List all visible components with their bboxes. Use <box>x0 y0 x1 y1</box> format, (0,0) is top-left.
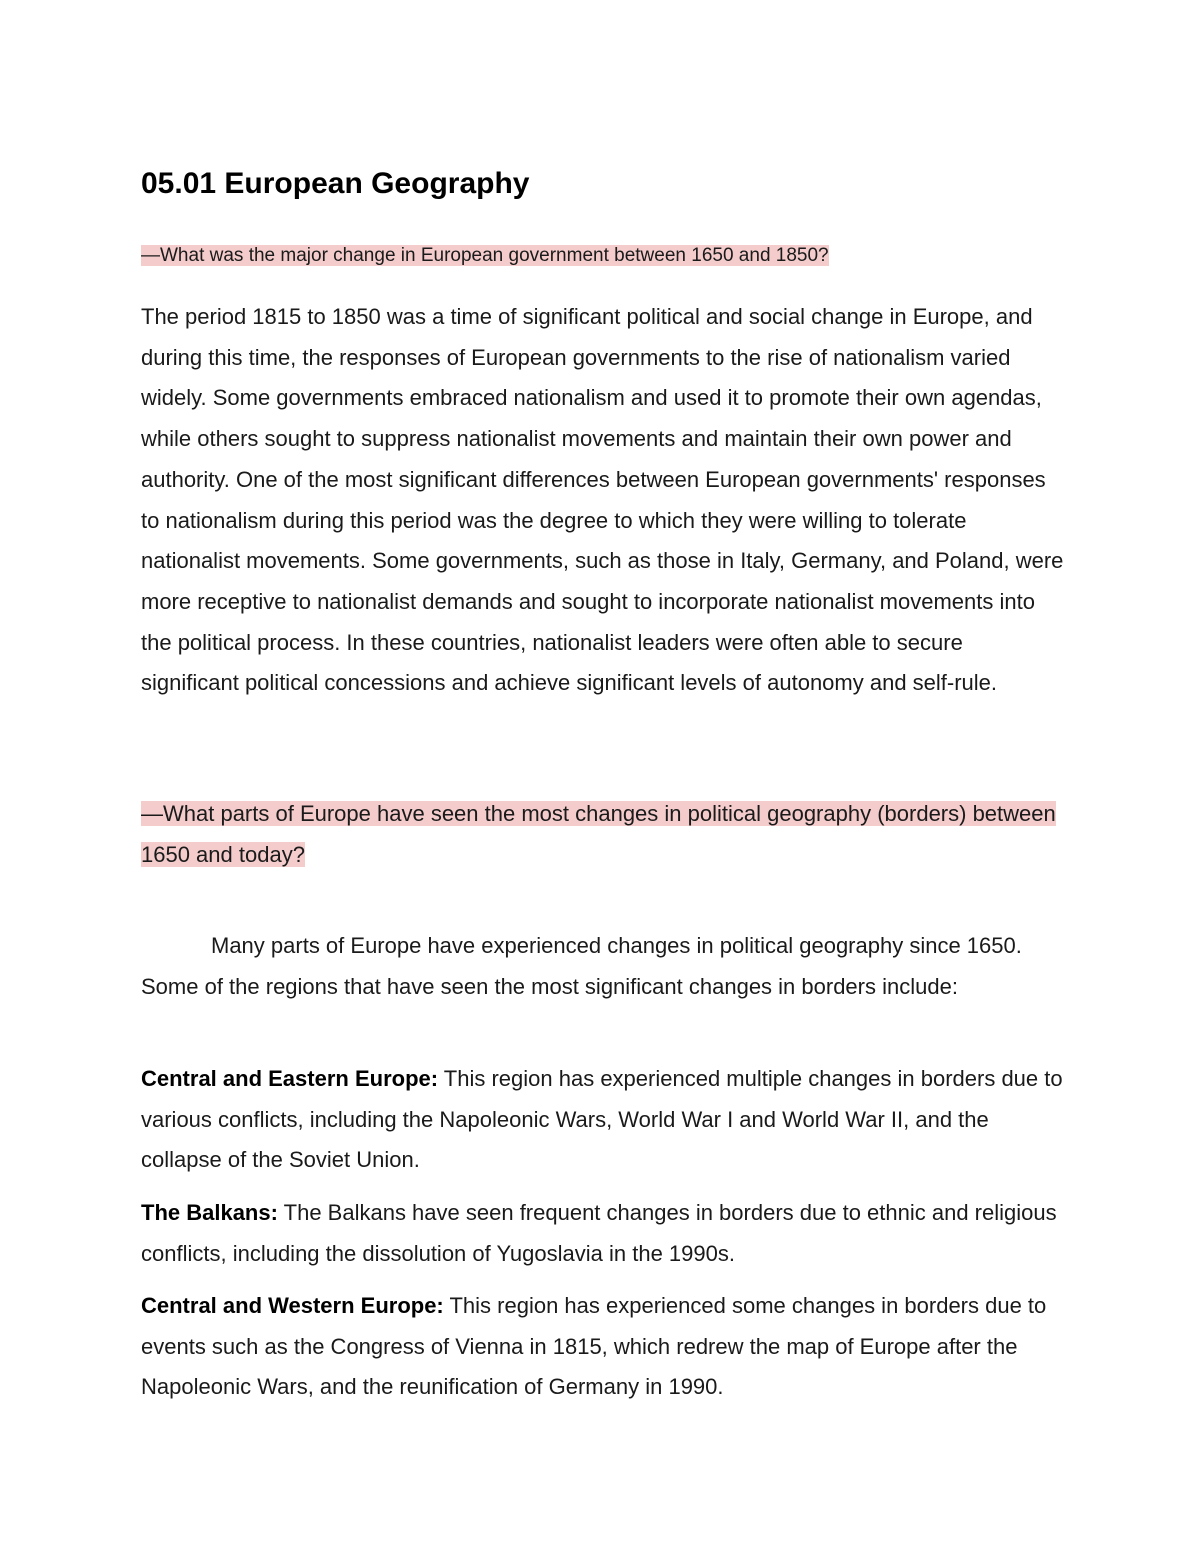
region-name: Central and Eastern Europe: <box>141 1066 439 1091</box>
question-2-highlight: —What parts of Europe have seen the most changes in political geography (borders) between 1650 and today? <box>141 801 1056 867</box>
question-1 <box>141 240 1061 272</box>
answer-1-paragraph: The period 1815 to 1850 was a time of significant political and social change in Europe, and during this time, the responses of European governments to the rise of nationalism varied widely. Some governments embraced nationalism and used it to promote their own agendas, while others sought to suppress nationalist movements and maintain their own power and authority. One of the most significant differences between European governments' responses to nationalism during this period was the degree to which they were willing to tolerate nationalist movements. Some governments, such as those in Italy, Germany, and Poland, were more receptive to nationalist demands and sought to incorporate nationalist movements into the political process. In these countries, nationalist leaders were often able to secure significant political concessions and achieve significant levels of autonomy and self-rule. <box>141 304 1064 696</box>
answer-2-intro-paragraph: Many parts of Europe have experienced changes in political geography since 1650. Some of the regions that have seen the most significant changes in borders include: <box>141 933 1022 999</box>
region-description: This region has experienced some changes in borders due to events such as the Congress of Vienna in 1815, which redrew the map of Europe after the Napoleonic Wars, and the reunification of Germany in 1990. <box>141 1293 1047 1400</box>
region-name: The Balkans: <box>141 1200 278 1225</box>
region-description: The Balkans have seen frequent changes in borders due to ethnic and religious conflicts, including the dissolution of Yugoslavia in the 1990s. <box>141 1200 1057 1266</box>
question-2 <box>141 793 1061 875</box>
region-paragraph <box>141 1193 1066 1274</box>
question-1-highlight: —What was the major change in European government between 1650 and 1850? <box>141 245 829 266</box>
page-title: 05.01 European Geography <box>141 167 530 200</box>
region-description: This region has experienced multiple changes in borders due to various conflicts, including the Napoleonic Wars, World War I and World War II, and the collapse of the Soviet Union. <box>141 1066 1063 1173</box>
region-paragraph <box>141 1059 1066 1181</box>
region-name: Central and Western Europe: <box>141 1293 444 1318</box>
region-paragraph <box>141 1286 1066 1408</box>
